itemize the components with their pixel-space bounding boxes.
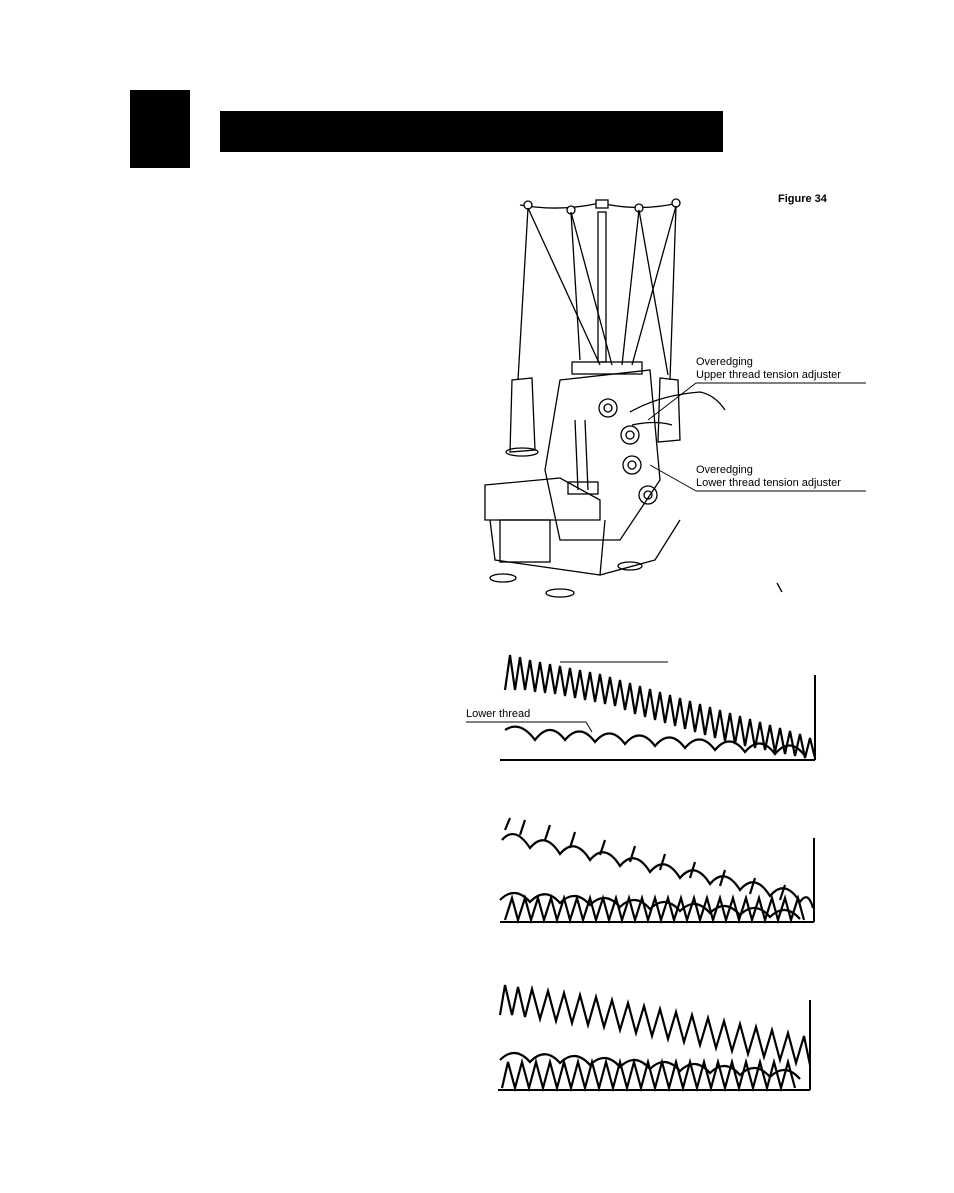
callout-leaders xyxy=(648,383,866,491)
serger-machine-illustration xyxy=(485,199,782,597)
lower-callout-line2: Lower thread tension adjuster xyxy=(696,477,841,489)
lower-thread-label: Lower thread xyxy=(466,708,531,720)
stitch-diagram-1 xyxy=(466,655,815,760)
stitch-diagram-3 xyxy=(498,985,810,1090)
figure-label: Figure 34 xyxy=(778,193,827,205)
upper-callout-line1: Overedging xyxy=(696,356,753,368)
stitch-diagram-2 xyxy=(500,818,814,922)
lower-callout-line1: Overedging xyxy=(696,464,753,476)
upper-callout-line2: Upper thread tension adjuster xyxy=(696,369,841,381)
